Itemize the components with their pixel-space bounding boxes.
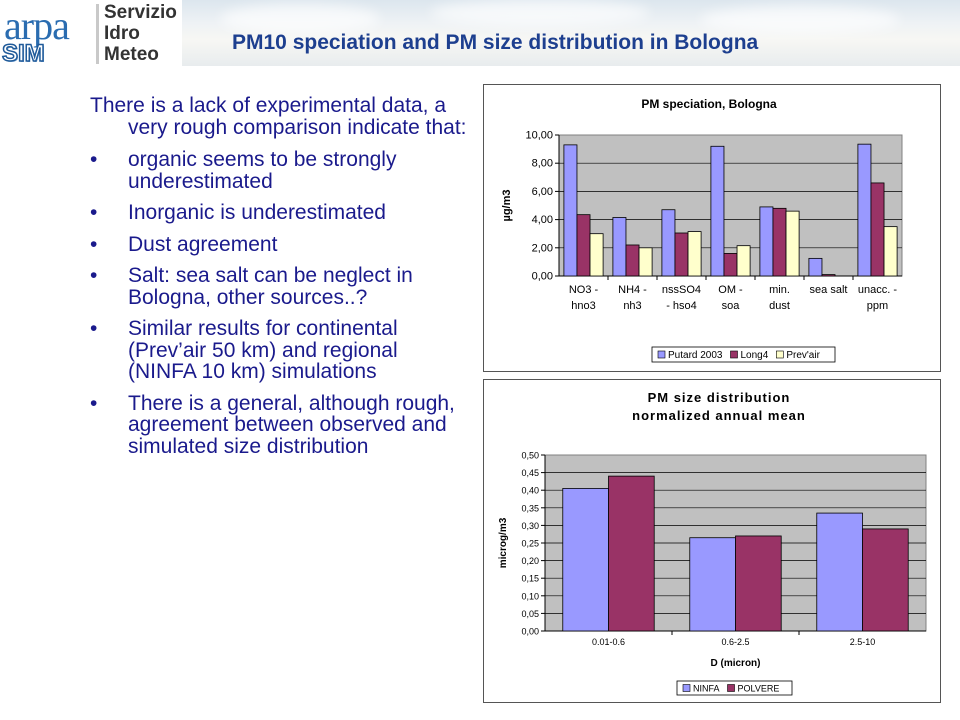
- bullet-item: [90, 149, 470, 192]
- logo-line-3: Meteo: [104, 44, 159, 65]
- bullet-dot: •: [90, 148, 98, 171]
- bar-putard-2003: [711, 146, 724, 276]
- bullet-item: [90, 265, 470, 308]
- bar-ninfa: [563, 488, 609, 631]
- bullet-item: [90, 202, 470, 224]
- x-category-label: ppm: [866, 300, 889, 312]
- bullet-text: Dust agreement: [128, 232, 278, 256]
- slide-title: PM10 speciation and PM size distribution in Bologna: [232, 31, 759, 54]
- bar-putard-2003: [564, 145, 577, 276]
- bullet-item: [90, 318, 470, 383]
- x-category-label: 2.5-10: [849, 637, 876, 647]
- y-tick-label: 0,25: [521, 538, 539, 549]
- x-category-label: NO3 -: [568, 284, 599, 296]
- bar-polvere: [736, 536, 782, 631]
- bar-putard-2003: [809, 258, 822, 276]
- y-tick-label: 8,00: [531, 157, 553, 170]
- x-category-label: dust: [769, 300, 790, 312]
- bar-prev-air: [590, 234, 603, 276]
- x-category-label: OM -: [718, 284, 743, 296]
- y-tick-label: 4,00: [531, 214, 553, 227]
- y-tick-label: 2,00: [531, 242, 553, 255]
- legend-swatch: [658, 351, 665, 358]
- bar-putard-2003: [858, 144, 871, 276]
- bullet-list: [90, 95, 470, 467]
- arpa-logo: [0, 0, 182, 70]
- bar-prev-air: [786, 211, 799, 276]
- bullet-item: [90, 234, 470, 256]
- bar-prev-air: [737, 246, 750, 276]
- legend-swatch: [683, 685, 690, 692]
- bullet-text: Inorganic is underestimated: [128, 201, 386, 224]
- logo-service-name: [104, 2, 177, 65]
- speciation-chart: [484, 85, 940, 371]
- bullet-dot: •: [90, 391, 98, 415]
- bar-polvere: [609, 476, 655, 631]
- bar-long4: [871, 183, 884, 276]
- cloud-decoration: [430, 0, 650, 26]
- y-tick-label: 0,45: [521, 468, 539, 479]
- x-category-label: nssSO4: [661, 284, 702, 296]
- bar-ninfa: [817, 513, 863, 631]
- legend-label: Putard 2003: [668, 350, 723, 361]
- y-tick-label: 0,15: [521, 573, 539, 584]
- x-category-label: nh3: [623, 300, 642, 312]
- cloud-decoration: [220, 4, 380, 34]
- legend-label: POLVERE: [737, 683, 780, 694]
- bullet-text: Similar results for continental (Prev’air 50 km) and regional (NINFA 10 km) simulations: [128, 317, 398, 383]
- logo-sim-text: SIM: [2, 40, 45, 67]
- bar-polvere: [863, 529, 909, 631]
- y-tick-label: 0,00: [521, 626, 539, 637]
- bar-long4: [822, 275, 835, 276]
- logo-line-1: Servizio: [104, 2, 177, 23]
- legend-swatch: [776, 351, 783, 358]
- chart-title: PM size distribution: [647, 390, 791, 405]
- legend-label: NINFA: [693, 683, 720, 694]
- bar-prev-air: [688, 232, 701, 276]
- y-tick-label: 10,00: [525, 129, 553, 142]
- y-tick-label: 0,10: [521, 591, 539, 602]
- x-category-label: unacc. -: [857, 284, 898, 296]
- x-category-label: 0.6-2.5: [721, 637, 750, 647]
- logo-line-2: Idro: [104, 23, 140, 44]
- bar-ninfa: [690, 538, 736, 631]
- bullet-text: There is a general, although rough, agreement between observed and simulated size distribution: [128, 391, 455, 458]
- y-tick-label: 0,50: [521, 450, 539, 461]
- logo-arpa-text: arpa: [4, 3, 69, 48]
- x-category-label: min.: [769, 284, 790, 296]
- bar-long4: [577, 215, 590, 276]
- logo-separator: [96, 4, 99, 64]
- legend-swatch: [731, 351, 738, 358]
- x-category-label: 0.01-0.6: [591, 637, 626, 647]
- speciation-chart-box: [483, 84, 941, 372]
- x-category-label: hno3: [571, 300, 596, 312]
- bullet-dot: •: [90, 201, 98, 224]
- y-axis-label: µg/m3: [501, 189, 513, 222]
- bar-long4: [675, 233, 688, 276]
- y-tick-label: 0,35: [521, 503, 539, 514]
- bar-putard-2003: [613, 217, 626, 276]
- chart-title: PM speciation, Bologna: [641, 97, 777, 111]
- bullet-dot: •: [90, 317, 98, 340]
- bullet-item: [90, 393, 470, 458]
- bar-prev-air: [639, 248, 652, 276]
- cloud-decoration: [700, 6, 900, 34]
- y-tick-label: 0,40: [521, 485, 539, 496]
- size-distribution-chart-box: [483, 379, 941, 703]
- bar-long4: [773, 208, 786, 276]
- x-axis-label: D (micron): [710, 658, 761, 669]
- x-category-label: soa: [721, 300, 740, 312]
- header-banner: [0, 0, 960, 66]
- legend-label: Prev'air: [786, 350, 820, 361]
- y-axis-label: microg/m3: [498, 517, 509, 569]
- bullet-dot: •: [90, 232, 98, 256]
- bar-long4: [724, 253, 737, 276]
- bar-prev-air: [884, 227, 897, 276]
- x-category-label: sea salt: [809, 284, 848, 296]
- y-tick-label: 6,00: [531, 185, 553, 198]
- bar-long4: [626, 245, 639, 276]
- intro-text: There is a lack of experimental data, a very rough comparison indicate that:: [90, 94, 467, 139]
- bullet-text: organic seems to be strongly underestimated: [128, 148, 397, 193]
- size-distribution-chart: [484, 380, 940, 702]
- y-tick-label: 0,05: [521, 608, 539, 619]
- y-tick-label: 0,20: [521, 556, 539, 567]
- bar-putard-2003: [662, 210, 675, 276]
- bullet-dot: •: [90, 264, 98, 287]
- y-tick-label: 0,30: [521, 520, 539, 531]
- x-category-label: - hso4: [666, 300, 697, 312]
- bar-putard-2003: [760, 207, 773, 276]
- y-tick-label: 0,00: [531, 270, 553, 283]
- chart-subtitle: normalized annual mean: [632, 408, 806, 423]
- x-category-label: NH4 -: [618, 284, 647, 296]
- bullet-text: Salt: sea salt can be neglect in Bologna, other sources..?: [128, 264, 413, 309]
- legend-swatch: [728, 685, 735, 692]
- legend-label: Long4: [740, 350, 769, 361]
